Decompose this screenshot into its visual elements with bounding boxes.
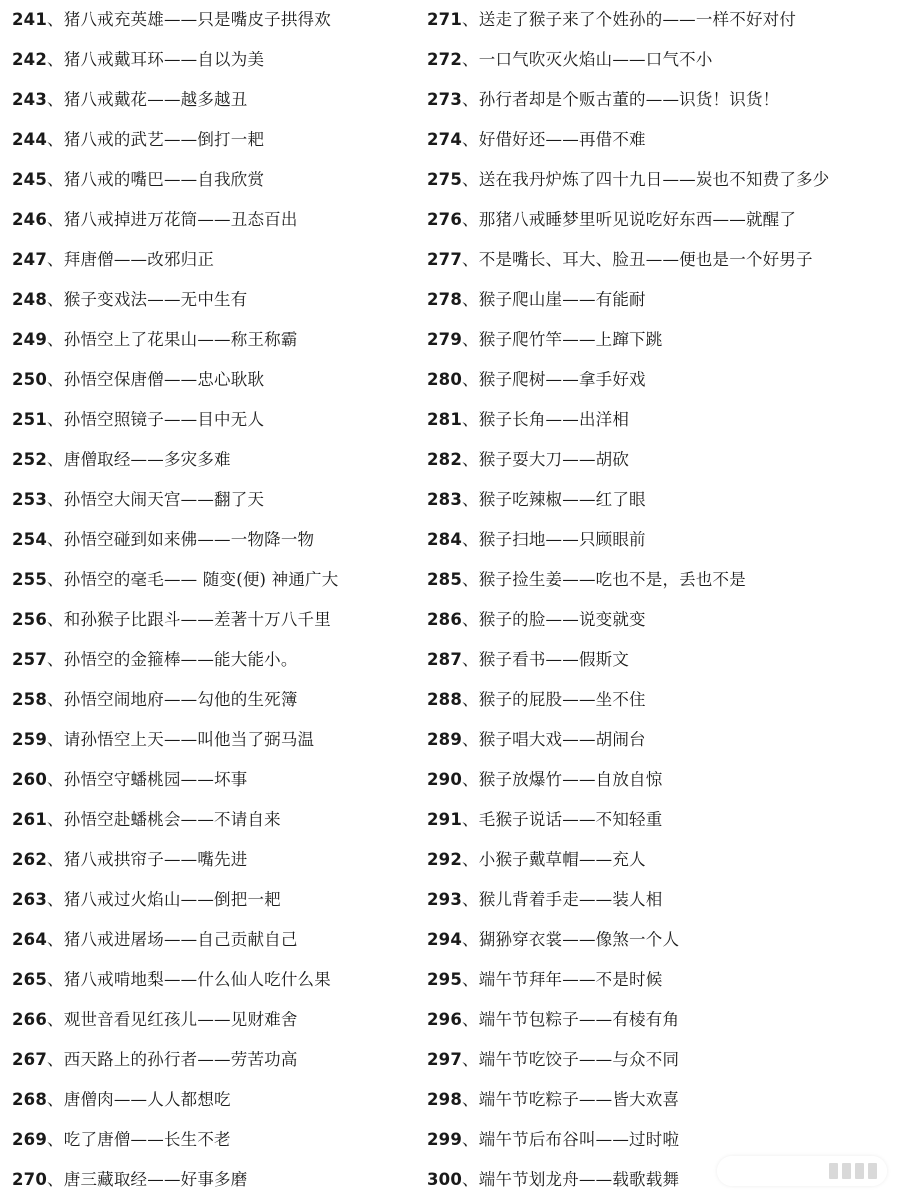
entry-number: 260 — [12, 770, 48, 789]
proverb-entry — [427, 1080, 679, 1120]
entry-number: 258 — [12, 690, 48, 709]
entry-separator: 、 — [47, 370, 64, 389]
entry-separator: 、 — [462, 570, 479, 589]
entry-number: 288 — [427, 690, 463, 709]
entry-separator: 、 — [47, 50, 64, 69]
entry-text: 西天路上的孙行者——劳苦功高 — [63, 1050, 298, 1069]
entry-text: 孙悟空保唐僧——忠心耿耿 — [63, 370, 265, 389]
entry-text: 孙悟空上了花果山——称王称霸 — [63, 330, 298, 349]
entry-number: 276 — [427, 210, 463, 229]
proverb-entry — [12, 480, 264, 520]
entry-separator: 、 — [47, 1170, 64, 1189]
entry-number: 278 — [427, 290, 463, 309]
entry-text: 猪八戒进屠场——自己贡献自己 — [63, 930, 298, 949]
entry-text: 孙悟空赴蟠桃会——不请自来 — [63, 810, 281, 829]
entry-number: 279 — [427, 330, 463, 349]
entry-text: 端午节吃粽子——皆大欢喜 — [478, 1090, 680, 1109]
entry-separator: 、 — [462, 1010, 479, 1029]
entry-number: 284 — [427, 530, 463, 549]
proverb-entry — [12, 40, 264, 80]
entry-number: 262 — [12, 850, 48, 869]
entry-number: 254 — [12, 530, 48, 549]
proverb-entry — [12, 520, 314, 560]
proverb-entry — [427, 320, 662, 360]
entry-separator: 、 — [462, 810, 479, 829]
entry-text: 猴子放爆竹——自放自惊 — [478, 770, 663, 789]
watermark-bar — [868, 1163, 877, 1179]
entry-number: 291 — [427, 810, 463, 829]
entry-text: 猴子变戏法——无中生有 — [63, 290, 248, 309]
entry-separator: 、 — [462, 770, 479, 789]
entry-separator: 、 — [47, 330, 64, 349]
entry-text: 端午节后布谷叫——过时啦 — [478, 1130, 680, 1149]
entry-separator: 、 — [462, 410, 479, 429]
entry-text: 唐僧取经——多灾多难 — [63, 450, 231, 469]
entry-number: 242 — [12, 50, 48, 69]
entry-separator: 、 — [462, 450, 479, 469]
proverb-entry — [427, 680, 646, 720]
entry-text: 猪八戒戴耳环——自以为美 — [63, 50, 265, 69]
entry-separator: 、 — [462, 250, 479, 269]
entry-separator: 、 — [47, 730, 64, 749]
entry-text: 猪八戒的嘴巴——自我欣赏 — [63, 170, 265, 189]
proverb-entry — [427, 600, 646, 640]
entry-separator: 、 — [47, 1050, 64, 1069]
entry-separator: 、 — [47, 570, 64, 589]
entry-number: 257 — [12, 650, 48, 669]
entry-text: 一口气吹灭火焰山——口气不小 — [478, 50, 713, 69]
entry-text: 送在我丹炉炼了四十九日——炭也不知费了多少 — [478, 170, 830, 189]
proverb-entry — [427, 800, 662, 840]
proverb-entry — [12, 240, 214, 280]
proverb-entry — [12, 720, 314, 760]
entry-number: 292 — [427, 850, 463, 869]
entry-separator: 、 — [462, 370, 479, 389]
entry-separator: 、 — [47, 530, 64, 549]
entry-separator: 、 — [47, 250, 64, 269]
entry-text: 唐僧肉——人人都想吃 — [63, 1090, 231, 1109]
entry-number: 269 — [12, 1130, 48, 1149]
entry-separator: 、 — [47, 1010, 64, 1029]
entry-number: 282 — [427, 450, 463, 469]
entry-number: 300 — [427, 1170, 463, 1189]
proverb-entry — [427, 1160, 679, 1200]
entry-separator: 、 — [47, 930, 64, 949]
entry-text: 猴子的屁股——坐不住 — [478, 690, 646, 709]
proverb-entry — [12, 360, 264, 400]
entry-text: 端午节吃饺子——与众不同 — [478, 1050, 680, 1069]
entry-text: 毛猴子说话——不知轻重 — [478, 810, 663, 829]
entry-number: 273 — [427, 90, 463, 109]
entry-separator: 、 — [462, 970, 479, 989]
entry-separator: 、 — [47, 1090, 64, 1109]
entry-separator: 、 — [47, 490, 64, 509]
entry-text: 观世音看见红孩儿——见财难舍 — [63, 1010, 298, 1029]
entry-text: 送走了猴子来了个姓孙的——一样不好对付 — [478, 10, 797, 29]
entry-text: 端午节包粽子——有棱有角 — [478, 1010, 680, 1029]
entry-text: 孙悟空的金箍棒——能大能小。 — [63, 650, 298, 669]
entry-number: 243 — [12, 90, 48, 109]
entry-number: 297 — [427, 1050, 463, 1069]
entry-number: 294 — [427, 930, 463, 949]
proverb-entry — [427, 480, 646, 520]
entry-separator: 、 — [462, 90, 479, 109]
entry-number: 251 — [12, 410, 48, 429]
entry-number: 259 — [12, 730, 48, 749]
proverb-entry — [427, 920, 679, 960]
entry-separator: 、 — [47, 410, 64, 429]
entry-number: 270 — [12, 1170, 48, 1189]
proverb-entry — [427, 1000, 679, 1040]
proverb-entry — [427, 1120, 679, 1160]
entry-number: 271 — [427, 10, 463, 29]
entry-text: 猴儿背着手走——装人相 — [478, 890, 663, 909]
entry-text: 孙悟空的毫毛—— 随变(便) 神通广大 — [63, 570, 339, 589]
proverb-entry — [427, 840, 646, 880]
entry-text: 孙悟空碰到如来佛——一物降一物 — [63, 530, 315, 549]
entry-separator: 、 — [462, 1170, 479, 1189]
entry-separator: 、 — [462, 130, 479, 149]
entry-separator: 、 — [462, 210, 479, 229]
entry-separator: 、 — [462, 1130, 479, 1149]
proverb-entry — [427, 440, 629, 480]
entry-separator: 、 — [47, 450, 64, 469]
entry-separator: 、 — [462, 290, 479, 309]
proverb-entry — [12, 120, 264, 160]
entry-text: 猴子的脸——说变就变 — [478, 610, 646, 629]
entry-text: 猴子长角——出洋相 — [478, 410, 630, 429]
proverb-entry — [12, 160, 264, 200]
entry-text: 猪八戒拱帘子——嘴先进 — [63, 850, 248, 869]
entry-number: 272 — [427, 50, 463, 69]
entry-text: 猪八戒充英雄——只是嘴皮子拱得欢 — [63, 10, 331, 29]
entry-separator: 、 — [47, 90, 64, 109]
entry-number: 298 — [427, 1090, 463, 1109]
entry-text: 猴子爬山崖——有能耐 — [478, 290, 646, 309]
entry-number: 287 — [427, 650, 463, 669]
proverb-entry — [12, 1120, 231, 1160]
proverb-entry — [427, 120, 646, 160]
proverb-entry — [12, 920, 298, 960]
entry-separator: 、 — [462, 850, 479, 869]
entry-text: 吃了唐僧——长生不老 — [63, 1130, 231, 1149]
entry-separator: 、 — [462, 890, 479, 909]
entry-separator: 、 — [462, 690, 479, 709]
entry-separator: 、 — [462, 170, 479, 189]
entry-number: 253 — [12, 490, 48, 509]
entry-separator: 、 — [47, 1130, 64, 1149]
entry-number: 266 — [12, 1010, 48, 1029]
entry-separator: 、 — [462, 930, 479, 949]
entry-separator: 、 — [47, 290, 64, 309]
entry-separator: 、 — [462, 1050, 479, 1069]
entry-number: 244 — [12, 130, 48, 149]
proverb-entry — [12, 0, 331, 40]
entry-text: 猢狲穿衣裳——像煞一个人 — [478, 930, 680, 949]
entry-text: 和孙猴子比跟斗——差著十万八千里 — [63, 610, 331, 629]
proverb-entry — [427, 0, 796, 40]
proverb-entry — [427, 280, 646, 320]
proverb-entry — [12, 760, 247, 800]
entry-text: 不是嘴长、耳大、脸丑——便也是一个好男子 — [478, 250, 813, 269]
proverb-entry — [12, 960, 331, 1000]
entry-number: 293 — [427, 890, 463, 909]
entry-separator: 、 — [47, 610, 64, 629]
entry-number: 277 — [427, 250, 463, 269]
watermark-bar — [829, 1163, 838, 1179]
entry-number: 295 — [427, 970, 463, 989]
proverb-entry — [427, 880, 662, 920]
entry-number: 289 — [427, 730, 463, 749]
entry-text: 猴子吃辣椒——红了眼 — [478, 490, 646, 509]
entry-text: 猴子耍大刀——胡砍 — [478, 450, 630, 469]
entry-number: 247 — [12, 250, 48, 269]
proverb-entry — [427, 560, 746, 600]
entry-number: 264 — [12, 930, 48, 949]
proverb-entry — [427, 160, 829, 200]
proverb-entry — [427, 720, 646, 760]
entry-text: 那猪八戒睡梦里听见说吃好东西——就醒了 — [478, 210, 797, 229]
entry-number: 252 — [12, 450, 48, 469]
proverb-entry — [427, 960, 662, 1000]
entry-separator: 、 — [47, 890, 64, 909]
entry-text: 孙悟空照镜子——目中无人 — [63, 410, 265, 429]
proverb-entry — [427, 520, 646, 560]
proverb-entry — [427, 360, 646, 400]
entry-text: 好借好还——再借不难 — [478, 130, 646, 149]
proverb-entry — [12, 800, 281, 840]
entry-separator: 、 — [462, 530, 479, 549]
proverb-entry — [12, 640, 298, 680]
entry-separator: 、 — [462, 730, 479, 749]
proverb-entry — [12, 1160, 247, 1200]
entry-number: 245 — [12, 170, 48, 189]
entry-separator: 、 — [462, 650, 479, 669]
entry-text: 猴子扫地——只顾眼前 — [478, 530, 646, 549]
entry-number: 296 — [427, 1010, 463, 1029]
entry-number: 263 — [12, 890, 48, 909]
proverb-entry — [427, 40, 713, 80]
entry-number: 255 — [12, 570, 48, 589]
entry-text: 孙悟空守蟠桃园——坏事 — [63, 770, 248, 789]
entry-number: 246 — [12, 210, 48, 229]
entry-text: 孙悟空大闹天宫——翻了天 — [63, 490, 265, 509]
entry-separator: 、 — [47, 210, 64, 229]
entry-number: 256 — [12, 610, 48, 629]
entry-separator: 、 — [47, 770, 64, 789]
entry-text: 孙悟空闹地府——勾他的生死簿 — [63, 690, 298, 709]
proverb-entry — [12, 1080, 231, 1120]
entry-number: 268 — [12, 1090, 48, 1109]
proverb-entry — [12, 1040, 298, 1080]
entry-text: 猪八戒过火焰山——倒把一耙 — [63, 890, 281, 909]
entry-text: 猪八戒的武艺——倒打一耙 — [63, 130, 265, 149]
entry-separator: 、 — [462, 330, 479, 349]
entry-text: 猴子看书——假斯文 — [478, 650, 630, 669]
entry-number: 281 — [427, 410, 463, 429]
entry-number: 274 — [427, 130, 463, 149]
entry-number: 241 — [12, 10, 48, 29]
watermark-bars — [829, 1163, 877, 1179]
entry-separator: 、 — [47, 650, 64, 669]
entry-separator: 、 — [462, 50, 479, 69]
entry-number: 280 — [427, 370, 463, 389]
entry-text: 请孙悟空上天——叫他当了弼马温 — [63, 730, 315, 749]
entry-number: 249 — [12, 330, 48, 349]
watermark-bar — [855, 1163, 864, 1179]
entry-text: 唐三藏取经——好事多磨 — [63, 1170, 248, 1189]
entry-number: 299 — [427, 1130, 463, 1149]
proverb-entry — [12, 680, 298, 720]
proverb-entry — [427, 200, 796, 240]
entry-number: 285 — [427, 570, 463, 589]
entry-number: 283 — [427, 490, 463, 509]
proverb-entry — [427, 760, 662, 800]
entry-number: 248 — [12, 290, 48, 309]
proverb-entry — [427, 400, 629, 440]
entry-separator: 、 — [47, 170, 64, 189]
proverb-entry — [427, 1040, 679, 1080]
entry-text: 猴子爬树——拿手好戏 — [478, 370, 646, 389]
entry-separator: 、 — [47, 130, 64, 149]
entry-separator: 、 — [47, 810, 64, 829]
watermark-bar — [842, 1163, 851, 1179]
proverb-entry — [12, 440, 231, 480]
entry-number: 290 — [427, 770, 463, 789]
entry-text: 孙行者却是个贩古董的——识货！识货！ — [478, 90, 780, 109]
proverb-entry — [12, 80, 247, 120]
proverb-entry — [12, 600, 331, 640]
entry-text: 猴子爬竹竿——上蹿下跳 — [478, 330, 663, 349]
proverb-entry — [12, 320, 298, 360]
proverb-entry — [12, 1000, 298, 1040]
entry-separator: 、 — [462, 610, 479, 629]
entry-separator: 、 — [462, 10, 479, 29]
proverb-entry — [427, 240, 813, 280]
entry-number: 265 — [12, 970, 48, 989]
entry-separator: 、 — [462, 490, 479, 509]
watermark-overlay — [717, 1156, 887, 1186]
proverb-entry — [12, 560, 338, 600]
proverb-entry — [12, 280, 247, 320]
entry-text: 猴子唱大戏——胡闹台 — [478, 730, 646, 749]
entry-separator: 、 — [47, 690, 64, 709]
entry-number: 286 — [427, 610, 463, 629]
entry-separator: 、 — [47, 10, 64, 29]
entry-separator: 、 — [47, 850, 64, 869]
entry-text: 猴子捡生姜——吃也不是，丢也不是 — [478, 570, 746, 589]
proverb-entry — [427, 80, 779, 120]
entry-text: 端午节划龙舟——载歌载舞 — [478, 1170, 680, 1189]
entry-number: 250 — [12, 370, 48, 389]
proverb-entry — [12, 880, 281, 920]
proverb-entry — [12, 840, 247, 880]
entry-text: 猪八戒啃地梨——什么仙人吃什么果 — [63, 970, 331, 989]
entry-number: 275 — [427, 170, 463, 189]
proverb-entry — [12, 200, 298, 240]
entry-text: 拜唐僧——改邪归正 — [63, 250, 215, 269]
proverb-entry — [427, 640, 629, 680]
entry-number: 267 — [12, 1050, 48, 1069]
entry-separator: 、 — [462, 1090, 479, 1109]
entry-number: 261 — [12, 810, 48, 829]
entry-text: 小猴子戴草帽——充人 — [478, 850, 646, 869]
proverb-entry — [12, 400, 264, 440]
entry-text: 猪八戒掉进万花筒——丑态百出 — [63, 210, 298, 229]
entry-text: 猪八戒戴花——越多越丑 — [63, 90, 248, 109]
entry-text: 端午节拜年——不是时候 — [478, 970, 663, 989]
entry-separator: 、 — [47, 970, 64, 989]
